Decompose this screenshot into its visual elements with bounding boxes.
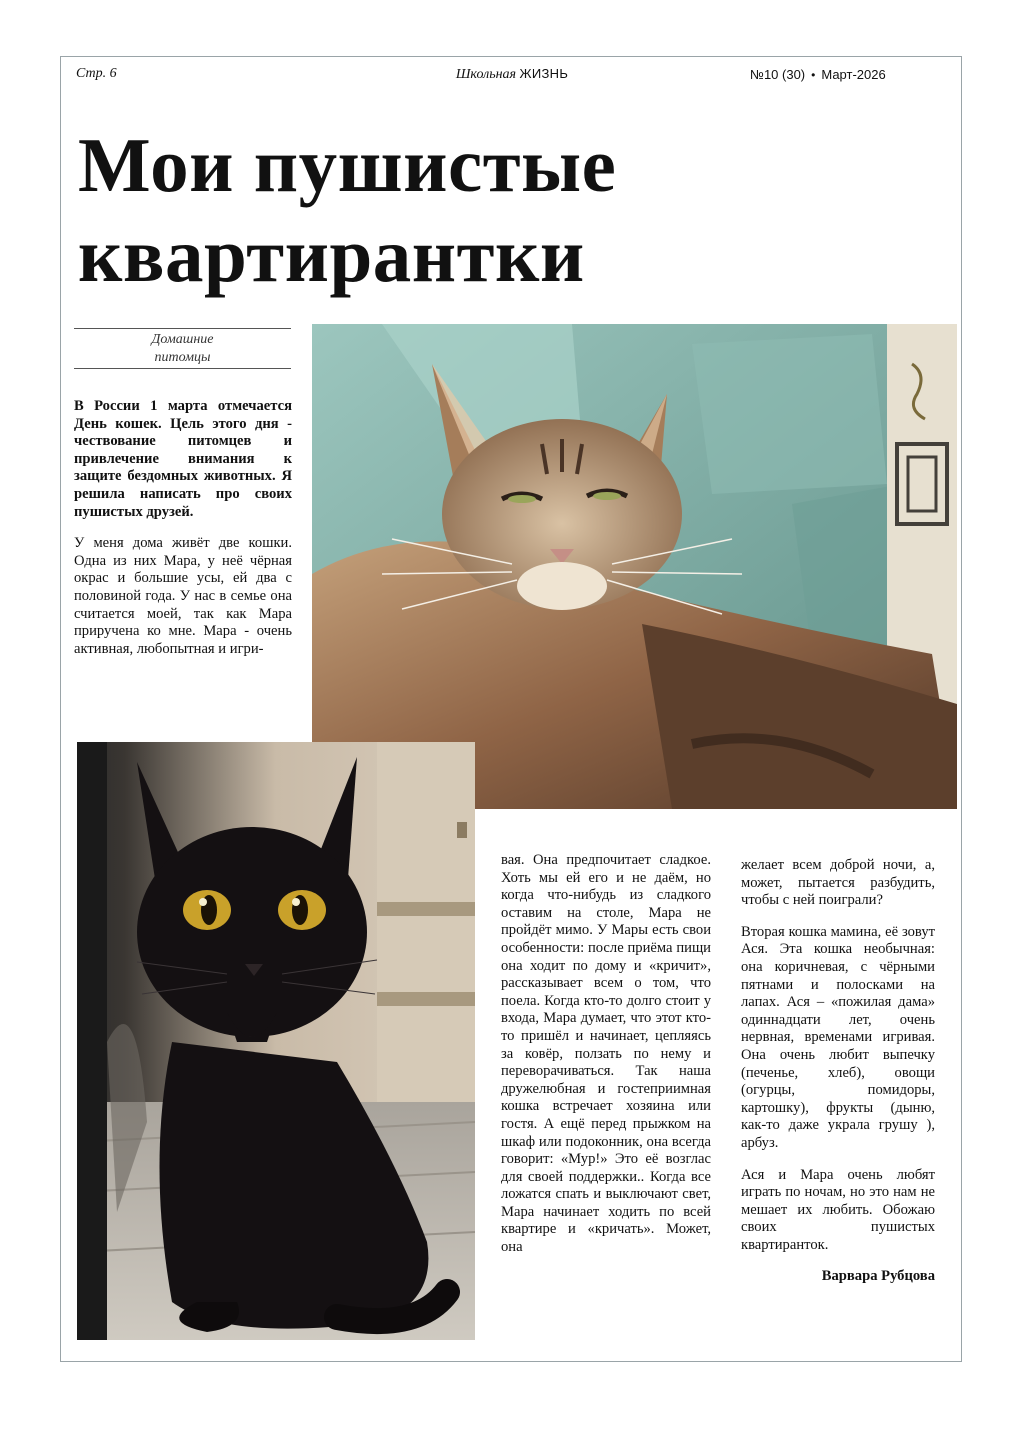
author-signature: Варвара Рубцова xyxy=(821,1268,935,1285)
lead-paragraph: В России 1 марта отмечается День кошек. Цель этого дня - чествование питомцев и привлечение внимания к защите бездомных животных. Я решила написать про своих пушистых друзей. xyxy=(74,398,292,520)
bullet-separator: • xyxy=(811,68,816,82)
ginger-cat-illustration xyxy=(312,324,957,809)
body-paragraph: Ася и Мара очень любят играть по ночам, но это нам не мешает их любить. Обожаю своих пушистых квартиранток. xyxy=(741,1166,935,1253)
issue-date: Март-2026 xyxy=(821,67,886,82)
title-line-1: Мои пушистые xyxy=(78,122,617,208)
title-line-2: квартирантки xyxy=(78,212,585,298)
text-column-1 xyxy=(74,398,292,672)
issue-info xyxy=(750,67,886,82)
body-paragraph: Вторая кошка мамина, её зовут Ася. Эта кошка необычная: она коричневая, с чёрными пятнами и полосками на лапах. Ася – «пожилая дама» одиннадцати лет, очень нервная, временами игривая. Она очень любит выпечку (печенье, хлеб), овощи (огурцы, помидоры, картошку), фрукты (дыню, как-то даже украла грушу ), арбуз. xyxy=(741,923,935,1151)
body-paragraph: вая. Она предпочитает сладкое. Хоть мы ей его и не даём, но когда что-нибудь из сладкого оставим на столе, Мара не пройдёт мимо. У Мары есть свои особенности: после приёма пищи она ходит по дому и «кричит», рассказывает всем о том, что поела. Когда кто-то долго стоит у входа, Мара думает, что этот кто-то пришёл и начинает, цепляясь за ковёр, ползать по нему и переворачиваться. Так наша дружелюбная и гостеприимная кошка встречает хозяина или гостя. А ещё перед прыжком на шкаф или подоконник, она всегда говорит: «Мур!» Это её возглас для своей поддержки.. Когда все ложатся спать и выключают свет, Мара начинает ходить по всей квартире и «кричать». Может, она xyxy=(501,852,711,1256)
photo-ginger-cat xyxy=(312,324,957,809)
rubric-line-1: Домашние xyxy=(151,332,214,347)
newspaper-name-caps: ЖИЗНЬ xyxy=(519,66,569,81)
black-cat-illustration xyxy=(77,742,475,1340)
page-number: Стр. 6 xyxy=(76,66,117,81)
body-paragraph: желает всем доброй ночи, а, может, пытается разбудить, чтобы с ней поиграли? xyxy=(741,857,935,909)
photo-black-cat xyxy=(77,742,475,1340)
newspaper-name-italic: Школьная xyxy=(455,67,517,82)
rubric-label xyxy=(74,328,291,369)
article-title xyxy=(78,120,778,300)
issue-number: №10 (30) xyxy=(750,67,806,82)
body-paragraph: У меня дома живёт две кошки. Одна из них Мара, у неё чёрная окрас и большие усы, ей два с половиной года. У нас в семье она считается моей, так как Мара приручена ко мне. Мара - очень активная, любопытная и игри- xyxy=(74,535,292,657)
rubric-line-2: питомцы xyxy=(154,350,211,365)
text-column-3 xyxy=(741,857,935,1286)
text-column-2 xyxy=(501,852,711,1271)
